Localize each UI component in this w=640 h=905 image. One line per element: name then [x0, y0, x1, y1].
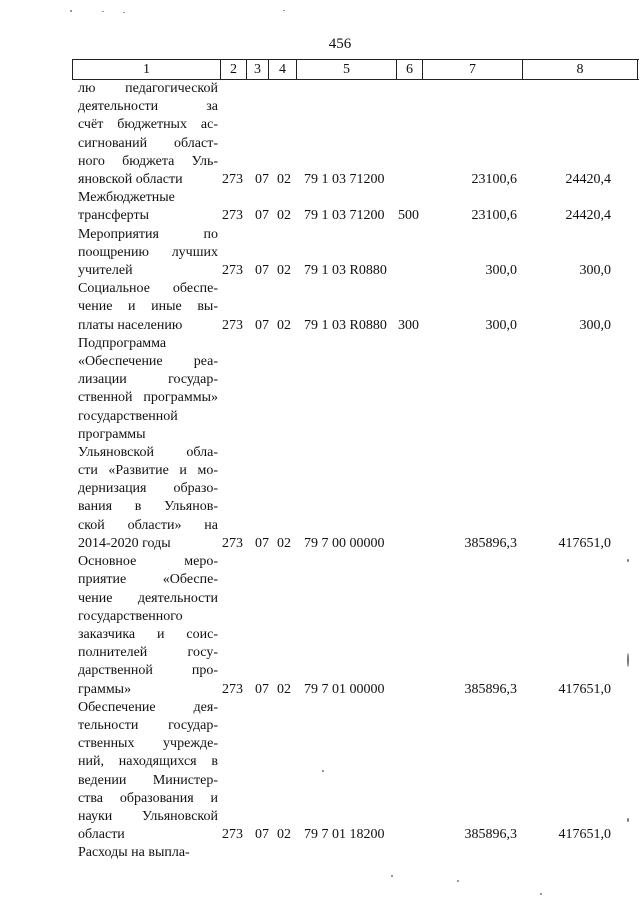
scan-speck [457, 880, 459, 882]
row-value-c2: 273 [222, 172, 243, 187]
header-col-4: 4 [269, 60, 297, 79]
row-value-c3: 07 [255, 535, 269, 551]
row-value-c3: 07 [255, 317, 269, 333]
header-col-7: 7 [423, 60, 523, 79]
row-name-line: Обеспечение дея- [78, 699, 218, 715]
scan-speck [627, 653, 629, 667]
row-name-line: чение деятельности [78, 590, 218, 606]
row-name-line: приятие «Обеспе- [78, 572, 218, 588]
row-value-c5: 79 1 03 R0880 [304, 317, 387, 333]
row-value-c3: 07 [255, 827, 269, 843]
row-name [78, 189, 218, 225]
row-value-c3: 07 [255, 262, 269, 278]
row-name-line: лизации государ- [78, 372, 218, 388]
row-value-c8: 24420,4 [565, 172, 611, 187]
row-value-c2: 273 [222, 681, 243, 697]
row-name-line: Основное меро- [78, 554, 218, 570]
row-name-line: Межбюджетные [78, 190, 175, 206]
row-value-c8: 24420,4 [565, 208, 611, 224]
row-value-c3: 07 [255, 208, 269, 224]
row-value-c7: 385896,3 [464, 535, 517, 551]
row-name-line: ний, находящихся в [78, 754, 218, 770]
row-name-line: учителей [78, 262, 133, 278]
row-value-c7: 300,0 [485, 262, 517, 278]
row-value-c8: 417651,0 [558, 681, 611, 697]
row-value-c5: 79 7 01 18200 [304, 827, 385, 843]
row-name-line: государственной [78, 408, 178, 424]
row-value-c2: 273 [222, 262, 243, 278]
row-name-line: полнителей госу- [78, 645, 218, 661]
row-name-line: программы [78, 426, 146, 442]
row-name-line: лю педагогической [78, 81, 218, 96]
scan-speck [102, 11, 104, 12]
row-name [78, 844, 218, 862]
row-name-line: ской области» на [78, 517, 218, 533]
row-name-line: сти «Развитие и мо- [78, 463, 218, 479]
row-name [78, 553, 218, 699]
row-name-line: деятельности за [78, 99, 218, 115]
row-name-line: дарственной про- [78, 663, 218, 679]
row-name-line: заказчика и соис- [78, 626, 218, 642]
row-name [78, 699, 218, 845]
row-value-c8: 417651,0 [558, 827, 611, 843]
row-name-line: вания в Ульянов- [78, 499, 218, 515]
scan-speck [627, 559, 629, 562]
scan-speck [322, 770, 324, 772]
row-value-c3: 07 [255, 172, 269, 187]
page-number: 456 [328, 36, 352, 52]
row-name [78, 80, 218, 189]
row-name-line: области [78, 827, 125, 843]
row-name-line: государственного [78, 608, 183, 624]
row-name-line: счёт бюджетных ас- [78, 117, 218, 133]
row-value-c7: 300,0 [485, 317, 517, 333]
scan-speck [70, 10, 72, 12]
header-col-5: 5 [297, 60, 397, 79]
row-value-c8: 417651,0 [558, 535, 611, 551]
scan-speck [391, 875, 393, 877]
row-name-line: «Обеспечение реа- [78, 353, 218, 369]
row-name-line: Расходы на выпла- [78, 845, 190, 861]
row-name-line: ственной программы» [78, 390, 218, 406]
row-value-c7: 385896,3 [464, 681, 517, 697]
row-name-line: Мероприятия по [78, 226, 218, 242]
row-name-line: ного бюджета Уль- [78, 153, 218, 169]
row-value-c7: 23100,6 [471, 208, 517, 224]
scan-speck [540, 893, 542, 895]
row-name-line: 2014-2020 годы [78, 535, 171, 551]
row-value-c4: 02 [277, 172, 291, 187]
header-col-1: 1 [73, 60, 221, 79]
header-col-3: 3 [247, 60, 269, 79]
row-value-c2: 273 [222, 535, 243, 551]
row-name [78, 280, 218, 335]
row-name-line: Подпрограмма [78, 335, 167, 351]
row-value-c7: 23100,6 [471, 172, 517, 187]
row-value-c4: 02 [277, 535, 291, 551]
table-header-row [72, 59, 639, 80]
row-name-line: ства образования и [78, 790, 218, 806]
row-value-c5: 79 7 00 00000 [304, 535, 385, 551]
row-name-line: трансферты [78, 208, 150, 224]
row-name-line: поощрению лучших [78, 244, 218, 260]
row-value-c5: 79 1 03 R0880 [304, 262, 387, 278]
row-name-line: науки Ульяновской [78, 808, 218, 824]
row-value-c4: 02 [277, 262, 291, 278]
row-name-line: Ульяновской обла- [78, 444, 218, 460]
row-name-line: чение и иные вы- [78, 299, 218, 315]
row-name [78, 335, 218, 553]
row-value-c2: 273 [222, 827, 243, 843]
row-value-c6: 300 [398, 317, 419, 333]
row-value-c8: 300,0 [579, 317, 611, 333]
row-value-c6: 500 [398, 208, 419, 224]
header-col-2: 2 [221, 60, 247, 79]
row-value-c3: 07 [255, 681, 269, 697]
row-value-c4: 02 [277, 317, 291, 333]
row-name [78, 226, 218, 281]
header-col-6: 6 [397, 60, 423, 79]
row-value-c8: 300,0 [579, 262, 611, 278]
row-value-c4: 02 [277, 827, 291, 843]
row-value-c2: 273 [222, 317, 243, 333]
row-value-c4: 02 [277, 208, 291, 224]
row-value-c2: 273 [222, 208, 243, 224]
row-name-line: дернизация образо- [78, 481, 218, 497]
row-name-line: сигнований област- [78, 135, 218, 151]
scan-speck [123, 12, 125, 13]
row-name-line: платы населению [78, 317, 183, 333]
row-value-c5: 79 1 03 71200 [304, 208, 385, 224]
row-name-line: граммы» [78, 681, 132, 697]
row-name-line: ственных учрежде- [78, 736, 218, 752]
row-value-c5: 79 7 01 00000 [304, 681, 385, 697]
header-col-8: 8 [523, 60, 638, 79]
scan-speck [627, 818, 629, 822]
scan-speck [283, 10, 285, 11]
row-name-line: ведении Министер- [78, 772, 218, 788]
row-value-c5: 79 1 03 71200 [304, 172, 385, 187]
row-name-line: тельности государ- [78, 717, 218, 733]
row-value-c7: 385896,3 [464, 827, 517, 843]
row-name-line: яновской области [78, 171, 183, 187]
row-value-c4: 02 [277, 681, 291, 697]
row-name-line: Социальное обеспе- [78, 281, 218, 297]
